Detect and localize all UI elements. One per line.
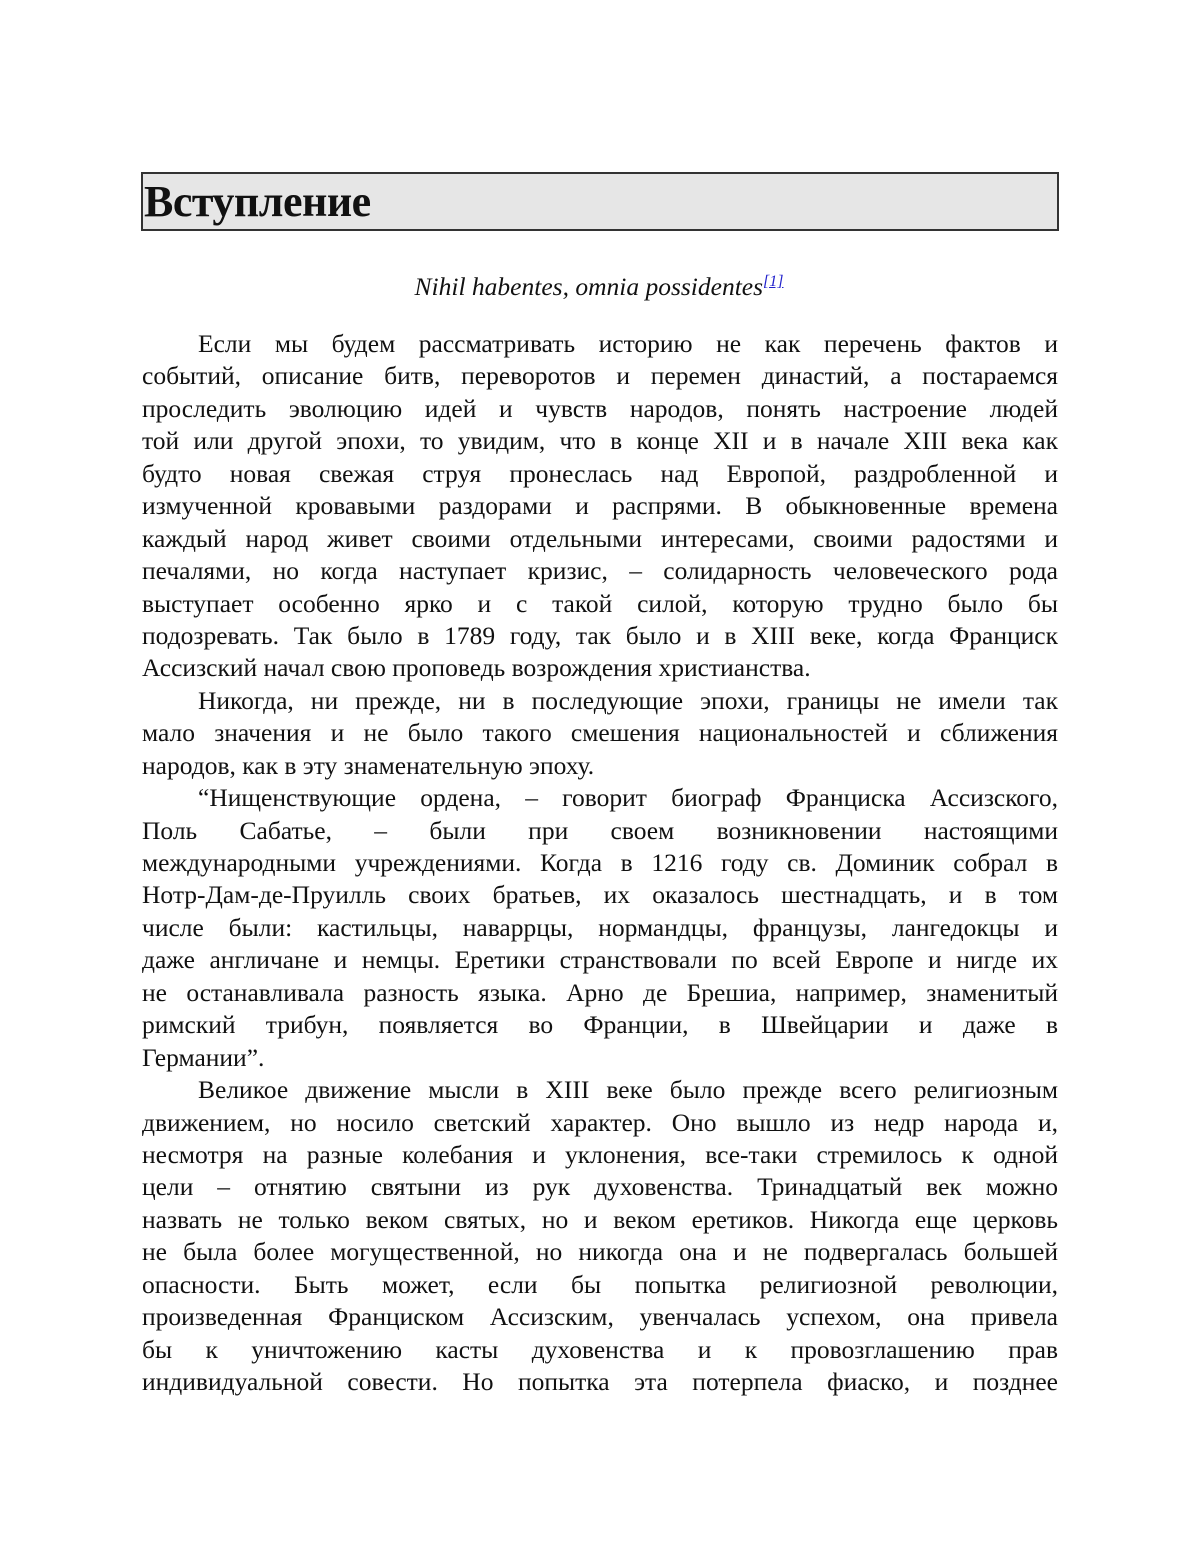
text-line: не останавливала разность языка. Арно де Брешиа, например, знаменитый bbox=[142, 977, 1058, 1009]
text-line: цели – отнятию святыни из рук духовенства. Тринадцатый век можно bbox=[142, 1171, 1058, 1203]
text-line: той или другой эпохи, то увидим, что в конце XII и в начале XIII века как bbox=[142, 425, 1058, 457]
text-line: народов, как в эту знаменательную эпоху. bbox=[142, 750, 1058, 782]
text-line: опасности. Быть может, если бы попытка религиозной революции, bbox=[142, 1269, 1058, 1301]
text-line: не была более могущественной, но никогда она и не подвергалась большей bbox=[142, 1236, 1058, 1268]
text-line: международными учреждениями. Когда в 1216 году св. Доминик собрал в bbox=[142, 847, 1058, 879]
text-line: Никогда, ни прежде, ни в последующие эпохи, границы не имели так bbox=[142, 685, 1058, 717]
text-line: измученной кровавыми раздорами и распрями. В обыкновенные времена bbox=[142, 490, 1058, 522]
text-line: проследить эволюцию идей и чувств народов, понять настроение людей bbox=[142, 393, 1058, 425]
text-line: подозревать. Так было в 1789 году, так было и в XIII веке, когда Франциск bbox=[142, 620, 1058, 652]
text-line: Ассизский начал свою проповедь возрождения христианства. bbox=[142, 652, 1058, 684]
paragraph bbox=[142, 685, 1058, 782]
text-line: каждый народ живет своими отдельными интересами, своими радостями и bbox=[142, 523, 1058, 555]
text-line: “Нищенствующие ордена, – говорит биограф Франциска Ассизского, bbox=[142, 782, 1058, 814]
paragraph bbox=[142, 782, 1058, 1074]
text-line: индивидуальной совести. Но попытка эта потерпела фиаско, и позднее bbox=[142, 1366, 1058, 1398]
text-line: Поль Сабатье, – были при своем возникновении настоящими bbox=[142, 815, 1058, 847]
paragraph bbox=[142, 1074, 1058, 1398]
epigraph bbox=[141, 264, 1057, 305]
body-text bbox=[142, 328, 1058, 1398]
text-line: выступает особенно ярко и с такой силой, которую трудно было бы bbox=[142, 588, 1058, 620]
text-line: даже англичане и немцы. Еретики странствовали по всей Европе и нигде их bbox=[142, 944, 1058, 976]
text-line: бы к уничтожению касты духовенства и к провозглашению прав bbox=[142, 1334, 1058, 1366]
epigraph-text: Nihil habentes, omnia possidentes bbox=[415, 272, 763, 301]
text-line: Нотр-Дам-де-Пруилль своих братьев, их оказалось шестнадцать, и в том bbox=[142, 879, 1058, 911]
text-line: Великое движение мысли в XIII веке было прежде всего религиозным bbox=[142, 1074, 1058, 1106]
text-line: Германии”. bbox=[142, 1042, 1058, 1074]
text-line: Если мы будем рассматривать историю не как перечень фактов и bbox=[142, 328, 1058, 360]
text-line: будто новая свежая струя пронеслась над Европой, раздробленной и bbox=[142, 458, 1058, 490]
text-line: событий, описание битв, переворотов и перемен династий, а постараемся bbox=[142, 360, 1058, 392]
footnote-link[interactable]: [1] bbox=[763, 273, 783, 290]
text-line: назвать не только веком святых, но и веком еретиков. Никогда еще церковь bbox=[142, 1204, 1058, 1236]
chapter-title: Вступление bbox=[143, 174, 1057, 229]
text-line: числе были: кастильцы, наваррцы, нормандцы, французы, лангедокцы и bbox=[142, 912, 1058, 944]
text-line: движением, но носило светский характер. Оно вышло из недр народа и, bbox=[142, 1107, 1058, 1139]
text-line: римский трибун, появляется во Франции, в Швейцарии и даже в bbox=[142, 1009, 1058, 1041]
text-line: печалями, но когда наступает кризис, – солидарность человеческого рода bbox=[142, 555, 1058, 587]
text-line: мало значения и не было такого смешения национальностей и сближения bbox=[142, 717, 1058, 749]
paragraph bbox=[142, 328, 1058, 685]
chapter-heading-box bbox=[141, 172, 1059, 231]
text-line: несмотря на разные колебания и уклонения, все-таки стремилось к одной bbox=[142, 1139, 1058, 1171]
text-line: произведенная Франциском Ассизским, увенчалась успехом, она привела bbox=[142, 1301, 1058, 1333]
